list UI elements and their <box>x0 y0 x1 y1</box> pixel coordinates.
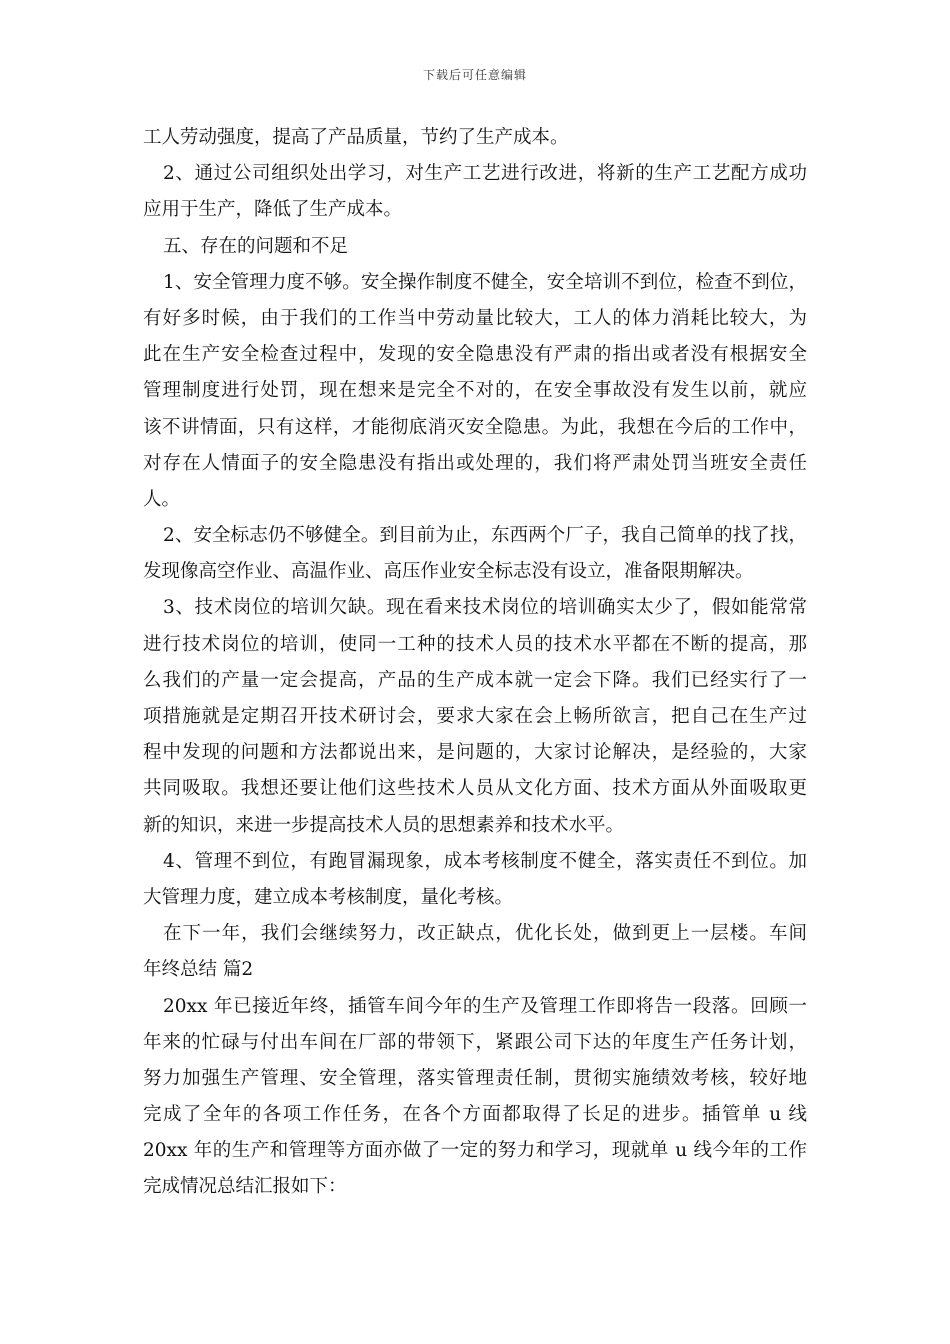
text-line: 大管理力度，建立成本考核制度，量化考核。 <box>143 886 514 908</box>
text-line: 1、安全管理力度不够。安全操作制度不健全，安全培训不到位，检查不到位， <box>163 271 807 293</box>
text-line: 新的知识，来进一步提高技术人员的思想素养和技术水平。 <box>143 814 625 836</box>
text-line: 2、通过公司组织处出学习，对生产工艺进行改进，将新的生产工艺配方成功 <box>163 163 807 185</box>
text-line: 有好多时候，由于我们的工作当中劳动量比较大，工人的体力消耗比较大，为 <box>143 307 807 329</box>
text-line: 共同吸取。我想还要让他们这些技术人员从文化方面、技术方面从外面吸取更 <box>143 778 807 800</box>
text-line: 3、技术岗位的培训欠缺。现在看来技术岗位的培训确实太少了，假如能常常 <box>163 597 807 619</box>
text-line: 年终总结 篇2 <box>143 959 254 981</box>
document-body <box>143 120 807 1206</box>
text-line: 努力加强生产管理、安全管理，落实管理责任制，贯彻实施绩效考核，较好地 <box>143 1067 807 1089</box>
text-line: 2、安全标志仍不够健全。到目前为止，东西两个厂子，我自己简单的找了找， <box>163 525 807 547</box>
text-line: 管理制度进行处罚，现在想来是完全不对的，在安全事故没有发生以前，就应 <box>143 380 807 402</box>
text-line: 20xx 年已接近年终，插管车间今年的生产及管理工作即将告一段落。回顾一 <box>163 995 807 1017</box>
text-line: 完成了全年的各项工作任务，在各个方面都取得了长足的进步。插管单 u 线 <box>143 1104 807 1126</box>
text-line: 程中发现的问题和方法都说出来，是问题的，大家讨论解决，是经验的，大家 <box>143 742 807 764</box>
text-line: 在下一年，我们会继续努力，改正缺点，优化长处，做到更上一层楼。车间 <box>163 923 807 945</box>
text-line: 4、管理不到位，有跑冒漏现象，成本考核制度不健全，落实责任不到位。加 <box>163 850 807 872</box>
text-line: 五、存在的问题和不足 <box>163 235 349 257</box>
text-line: 此在生产安全检查过程中，发现的安全隐患没有严肃的指出或者没有根据安全 <box>143 344 807 366</box>
text-line: 年来的忙碌与付出车间在厂部的带领下，紧跟公司下达的年度生产任务计划， <box>143 1031 807 1053</box>
page-header: 下载后可任意编辑 <box>422 68 527 82</box>
text-line: 项措施就是定期召开技术研讨会，要求大家在会上畅所欲言，把自己在生产过 <box>143 706 807 727</box>
text-line: 工人劳动强度，提高了产品质量，节约了生产成本。 <box>143 127 569 148</box>
text-line: 20xx 年的生产和管理等方面亦做了一定的努力和学习，现就单 u 线今年的工作 <box>143 1140 807 1162</box>
text-line: 么我们的产量一定会提高，产品的生产成本就一定会下降。我们已经实行了一 <box>143 669 807 691</box>
text-line: 进行技术岗位的培训，使同一工种的技术人员的技术水平都在不断的提高，那 <box>143 633 807 655</box>
text-line: 人。 <box>143 488 181 510</box>
text-line: 应用于生产，降低了生产成本。 <box>143 199 403 221</box>
text-line: 对存在人情面子的安全隐患没有指出或处理的，我们将严肃处罚当班安全责任 <box>143 452 807 474</box>
text-line: 发现像高空作业、高温作业、高压作业安全标志没有设立，准备限期解决。 <box>143 561 754 583</box>
text-line: 完成情况总结汇报如下： <box>143 1176 347 1198</box>
text-line: 该不讲情面，只有这样，才能彻底消灭安全隐患。为此，我想在今后的工作中， <box>143 416 807 438</box>
